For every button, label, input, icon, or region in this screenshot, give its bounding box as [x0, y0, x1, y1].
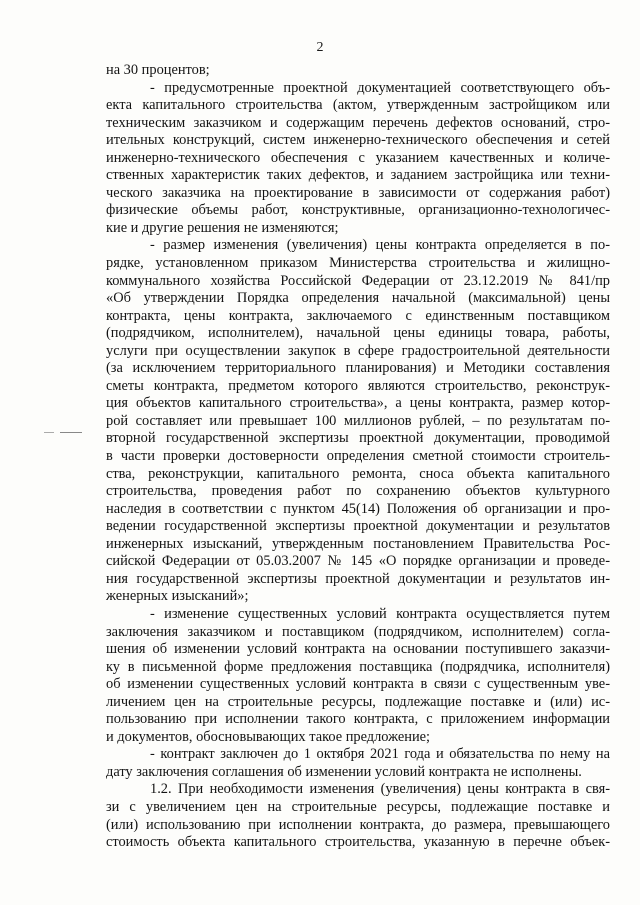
text-line: на 30 процентов; [106, 62, 210, 78]
text-line: - размер изменения (увеличения) цены контракта определяется в по- [150, 237, 610, 254]
text-line: сийской Федерации от 05.03.2007 № 145 «О порядке организации и проведе- [106, 553, 610, 570]
text-line: (подрядчиком, исполнителем), начальной цены единицы товара, работы, [106, 325, 610, 342]
text-line: - изменение существенных условий контракта осуществляется путем [150, 605, 610, 622]
text-line: «Об утверждении Порядка определения начальной (максимальной) цены [106, 290, 610, 307]
text-line: ция объектов капитального строительства», а цены контракта, размер котор- [106, 395, 610, 412]
text-line: наследия в соответствии с пунктом 45(14) Положения об организации и про- [106, 500, 610, 517]
text-line: физические объемы работ, конструктивные, организационно-технологичес- [106, 202, 610, 219]
text-line: женерных изысканий»; [106, 588, 249, 605]
text-line: рядке, установленном приказом Министерства строительства и жилищно- [106, 255, 610, 272]
text-line: услуги при осуществлении закупок в сфере градостроительной деятельности [106, 342, 610, 359]
text-line: дату заключения соглашения об изменении условий контракта не исполнены. [106, 763, 582, 780]
text-line: сметы контракта, предметом которого являются строительство, реконструк- [106, 377, 610, 394]
text-line: личением цен на строительные ресурсы, подлежащие поставке и (или) ис- [106, 693, 610, 710]
text-line: вторной государственной экспертизы проектной документации, проводимой [106, 430, 610, 447]
text-line: зи с увеличением цен на строительные ресурсы, подлежащие поставке и [106, 798, 610, 815]
text-line: и документов, обосновывающих такое предложение; [106, 728, 431, 745]
text-line: рой составляет или превышает 100 миллионов рублей, – по результатам по- [106, 412, 610, 429]
text-line: - предусмотренные проектной документацией соответствующего объ- [150, 79, 610, 96]
text-line: (за исключением территориального планирования) и Методики составления [106, 360, 610, 377]
text-line: техническим заказчиком и содержащим перечень дефектов оснований, стро- [106, 114, 610, 131]
text-line: - контракт заключен до 1 октября 2021 года и обязательства по нему на [150, 746, 610, 763]
text-line: об изменении существенных условий контракта в связи с существенным уве- [106, 676, 610, 693]
margin-mark [60, 432, 82, 433]
text-line: ведении государственной экспертизы проектной документации и результатов [106, 518, 610, 535]
text-line: кие и другие решения не изменяются; [106, 219, 339, 236]
page-number: 2 [316, 40, 324, 55]
text-line: пользованию при исполнении такого контракта, с приложением информации [106, 711, 610, 728]
text-line: в части проверки достоверности определения сметной стоимости строитель- [106, 448, 610, 465]
margin-mark [44, 432, 54, 433]
text-line: инженерных изысканий, утвержденным постановлением Правительства Рос- [106, 535, 610, 552]
text-line: инженерно-технического обеспечения с указанием качественных и количе- [106, 149, 610, 166]
text-line: екта капитального строительства (актом, утвержденным застройщиком или [106, 97, 610, 114]
text-line: строительства, проведения работ по сохранению объектов культурного [106, 483, 610, 500]
text-line: ческого заказчика на проектирование в зависимости от содержания работ) [106, 184, 610, 201]
text-line: ния государственной экспертизы проектной документации и результатов ин- [106, 570, 610, 587]
text-line: стоимость объекта капитального строительства, указанную в перечне объек- [106, 834, 610, 851]
text-line: ку в письменной форме предложения поставщика (подрядчика, исполнителя) [106, 658, 610, 675]
text-line: шения об изменении условий контракта на основании поступившего заказчи- [106, 641, 610, 658]
document-body [106, 62, 610, 852]
text-line: ства, реконструкции, капитального ремонта, сноса объекта капитального [106, 465, 610, 482]
text-line: 1.2. При необходимости изменения (увеличения) цены контракта в свя- [150, 781, 610, 798]
text-line: ительных конструкций, систем инженерно-технического обеспечения и сетей [106, 132, 610, 149]
text-line: контракта, цены контракта, заключаемого с единственным поставщиком [106, 307, 610, 324]
text-line: коммунального хозяйства Российской Федерации от 23.12.2019 № 841/пр [106, 272, 610, 289]
text-line: ственных характеристик таких дефектов, и заданием застройщика или техни- [106, 167, 610, 184]
text-line: заключения заказчиком и поставщиком (подрядчиком, исполнителем) согла- [106, 623, 610, 640]
text-line: (или) использованию при исполнении контракта, до размера, превышающего [106, 816, 610, 833]
